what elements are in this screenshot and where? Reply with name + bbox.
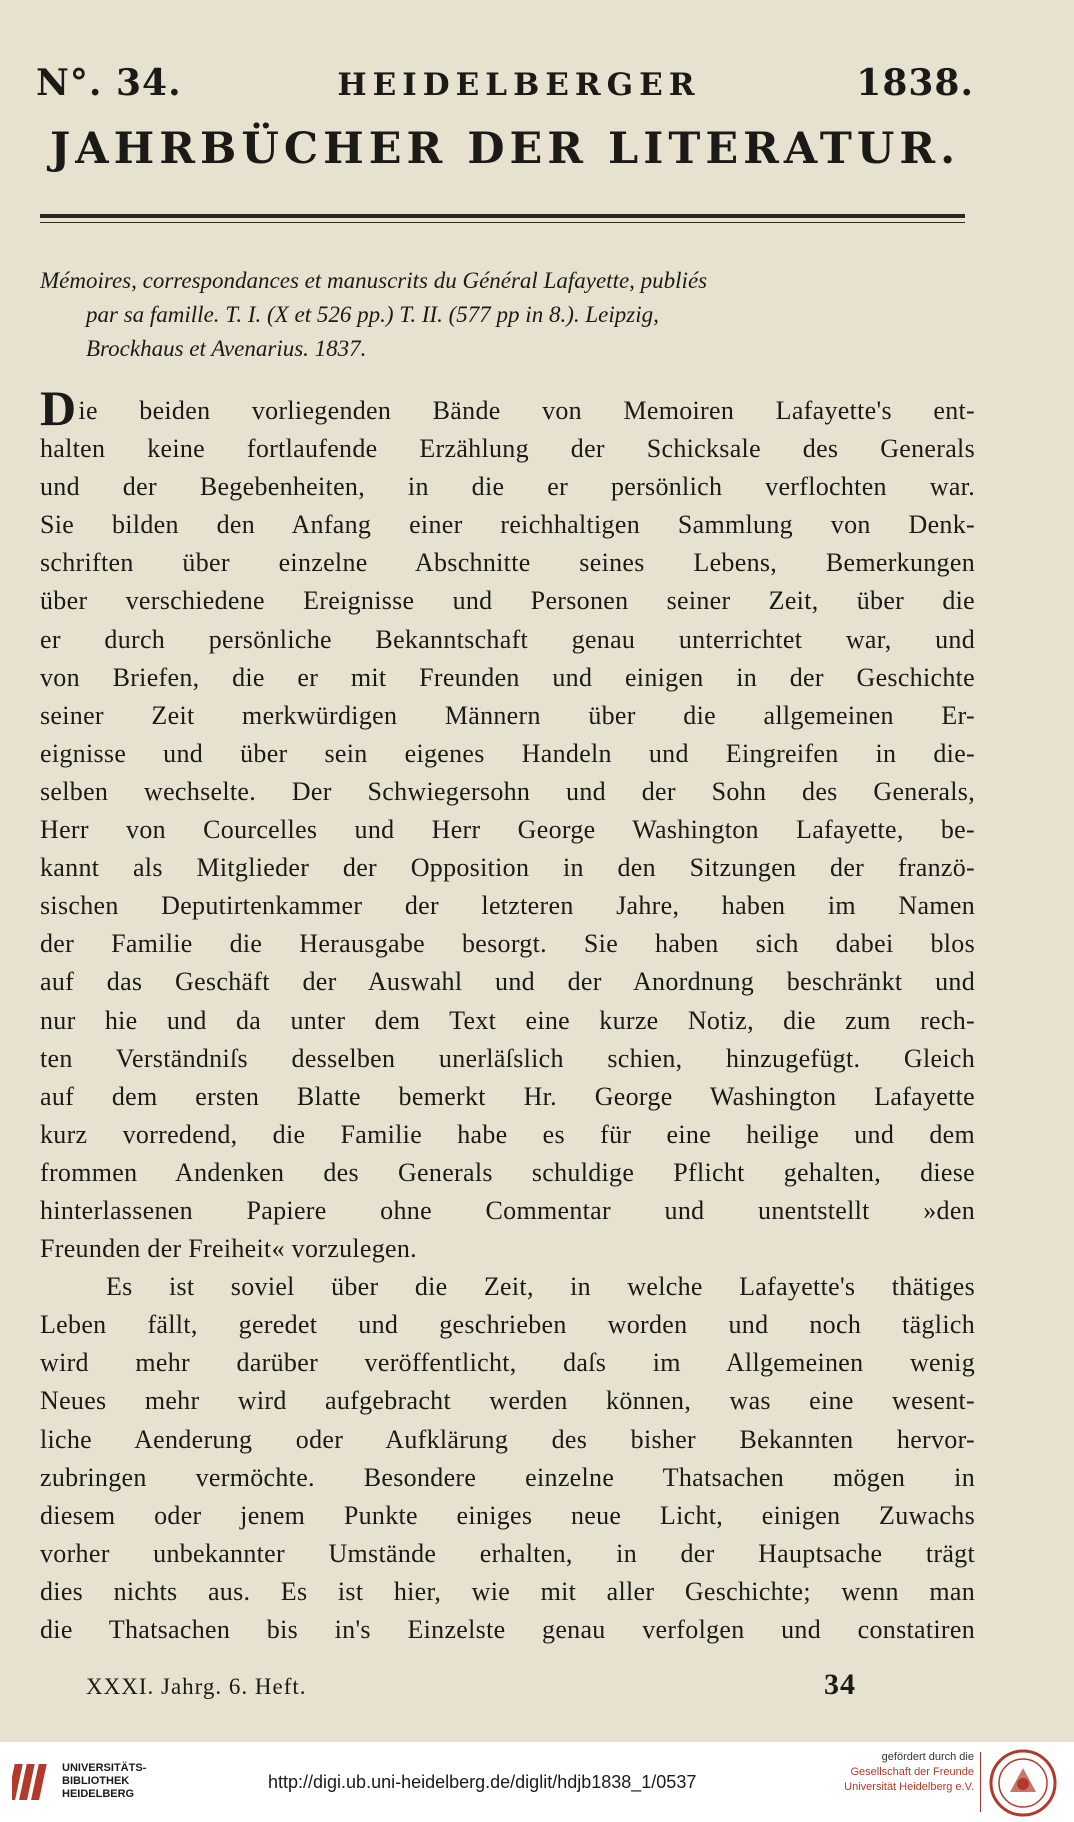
text-line: der Familie die Herausgabe besorgt. Sie haben sich dabei blos [40, 929, 975, 959]
text-line: kurz vorredend, die Familie habe es für eine heilige und dem [40, 1119, 975, 1149]
body-text [40, 392, 975, 1649]
journal-title: JAHRBÜCHER DER LITERATUR. [49, 124, 961, 174]
text-line: seiner Zeit merkwürdigen Männern über die allgemeinen Er- [40, 700, 975, 730]
text-line: ten Verständniſs desselben unerläſslich schien, hinzugefügt. Gleich [40, 1043, 975, 1073]
text-line: die Thatsachen bis in's Einzelste genau verfolgen und constatiren [40, 1615, 975, 1644]
text-line: schriften über einzelne Abschnitte seines Lebens, Bemerkungen [40, 548, 975, 578]
text-line: frommen Andenken des Generals schuldige Pflicht gehalten, diese [40, 1157, 975, 1187]
review-heading-line: Mémoires, correspondances et manuscrits du Général Lafayette, publiés [40, 268, 708, 293]
masthead-rule [40, 214, 965, 223]
review-heading-line: Brockhaus et Avenarius. 1837. [86, 336, 367, 361]
text-line: eignisse und über sein eigenes Handeln und Eingreifen in die- [40, 738, 975, 768]
dropcap: D [40, 392, 77, 431]
text-line: Leben fällt, geredet und geschrieben worden und noch täglich [40, 1310, 975, 1340]
text-line: selben wechselte. Der Schwiegersohn und der Sohn des Generals, [40, 776, 975, 806]
text-line: Freunden der Freiheit« vorzulegen. [40, 1234, 417, 1264]
sheet-signature: XXXI. Jahrg. 6. Heft. [86, 1674, 307, 1699]
text-line [40, 392, 975, 430]
text-line: Sie bilden den Anfang einer reichhaltigen Sammlung von Denk- [40, 510, 975, 540]
text-line: halten keine fortlaufende Erzählung der Schicksale des Generals [40, 434, 975, 464]
review-heading [40, 264, 980, 366]
funder-line: gefördert durch die [881, 1751, 974, 1763]
issue-year: 1838. [856, 62, 974, 104]
review-heading-line: par sa famille. T. I. (X et 526 pp.) T. II. (577 pp in 8.). Leipzig, [86, 302, 659, 327]
text-line: Neues mehr wird aufgebracht werden können, was eine wesent- [40, 1386, 975, 1416]
text-line: diesem oder jenem Punkte einiges neue Licht, einigen Zuwachs [40, 1500, 975, 1530]
text-line: vorher unbekannter Umstände erhalten, in der Hauptsache trägt [40, 1538, 975, 1568]
library-name-line: BIBLIOTHEK [62, 1775, 130, 1787]
funder-credit [812, 1750, 974, 1795]
page-number: 34 [824, 1668, 856, 1701]
text-line: kannt als Mitglieder der Opposition in den Sitzungen der franzö- [40, 853, 975, 883]
masthead-row [36, 62, 974, 104]
journal-name: HEIDELBERGER [337, 67, 701, 103]
text-line: und der Begebenheiten, in die er persönlich verflochten war. [40, 472, 975, 502]
text-line: liche Aenderung oder Aufklärung des bisher Bekannten hervor- [40, 1424, 975, 1454]
text-line: sischen Deputirtenkammer der letzteren Jahre, haben im Namen [40, 891, 975, 921]
text-line: hinterlassenen Papiere ohne Commentar und unentstellt »den [40, 1195, 975, 1225]
text-line: er durch persönliche Bekanntschaft genau unterrichtet war, und [40, 624, 975, 654]
text-line: auf das Geschäft der Auswahl und der Anordnung beschränkt und [40, 967, 975, 997]
text-line: Herr von Courcelles und Herr George Washington Lafayette, be- [40, 815, 975, 845]
funder-line: Gesellschaft der Freunde [850, 1766, 974, 1778]
text-line: nur hie und da unter dem Text eine kurze Notiz, die zum rech- [40, 1005, 975, 1035]
text-line: dies nichts aus. Es ist hier, wie mit aller Geschichte; wenn man [40, 1576, 975, 1606]
text-line: von Briefen, die er mit Freunden und einigen in der Geschichte [40, 662, 975, 692]
page-footer [86, 1668, 856, 1702]
library-name-line: HEIDELBERG [62, 1788, 135, 1800]
issue-number: N°. 34. [36, 62, 182, 104]
library-name [62, 1762, 146, 1801]
text-line-content: ie beiden vorliegenden Bände von Memoiren Lafayette's ent- [78, 396, 975, 425]
digitization-bar [0, 1742, 1074, 1822]
funder-separator [980, 1752, 981, 1812]
text-line: Es ist soviel über die Zeit, in welche Lafayette's thätiges [106, 1272, 975, 1302]
text-line: über verschiedene Ereignisse und Personen seiner Zeit, über die [40, 586, 975, 616]
library-name-line: UNIVERSITÄTS- [62, 1762, 147, 1774]
text-line: auf dem ersten Blatte bemerkt Hr. George Washington Lafayette [40, 1081, 975, 1111]
university-library-logo-icon[interactable] [12, 1758, 58, 1806]
text-line: wird mehr darüber veröffentlicht, daſs im Allgemeinen wenig [40, 1348, 975, 1378]
funder-line: Universität Heidelberg e.V. [844, 1781, 974, 1793]
university-seal-icon [988, 1748, 1058, 1818]
permalink-url[interactable]: http://digi.ub.uni-heidelberg.de/diglit/hdjb1838_1/0537 [268, 1772, 697, 1792]
text-line: zubringen vermöchte. Besondere einzelne Thatsachen mögen in [40, 1462, 975, 1492]
